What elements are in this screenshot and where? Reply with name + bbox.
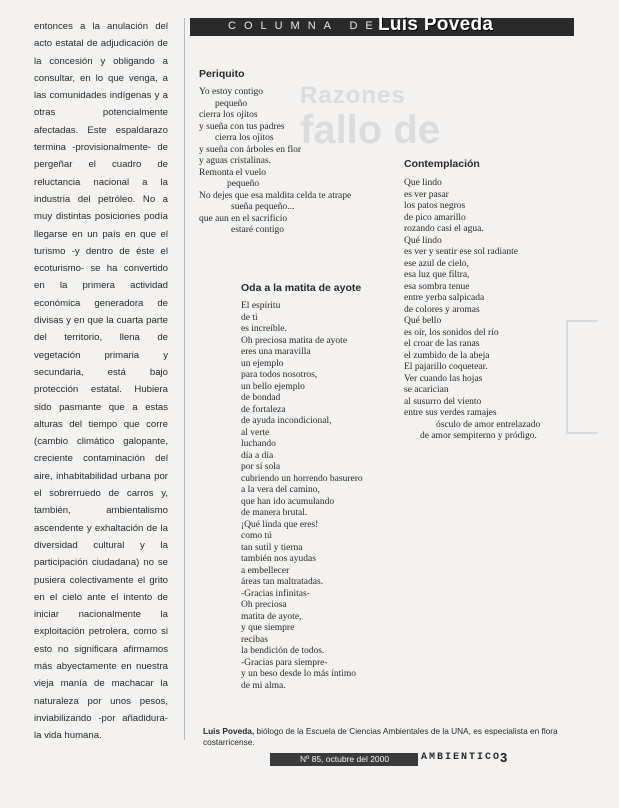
poem-line: por sí sola	[241, 462, 281, 472]
poem-line: matita de ayote,	[241, 611, 302, 622]
poem-line: -Gracias infinitas-	[241, 588, 310, 599]
poem-line: y aguas cristalinas.	[199, 156, 272, 166]
poem-line: tan sutil y tierna	[241, 542, 303, 553]
poem-line: a embellecer	[241, 565, 290, 576]
poem-line: pequeño	[227, 179, 260, 189]
poem-line: se acarician	[404, 385, 449, 395]
poem-line: el zumbido de la abeja	[404, 350, 490, 361]
poem-periquito	[199, 87, 351, 237]
author-credit-text: biólogo de la Escuela de Ciencias Ambientales de la UNA, es especialista en flora costarricense.	[203, 726, 558, 747]
poem-title-contemplacion: Contemplación	[404, 158, 480, 170]
poem-line: Oh preciosa matita de ayote	[241, 335, 348, 346]
poem-line: un bello ejemplo	[241, 381, 305, 392]
poem-line: que han ido acumulando	[241, 496, 335, 507]
poem-line: ese azul de cielo,	[404, 258, 469, 269]
poem-line: al susurro del viento	[404, 396, 482, 407]
poem-line: cierra los ojitos	[215, 133, 274, 143]
footer-issue: Nº 85, octubre del 2000	[300, 754, 390, 764]
poem-line: día a día	[241, 450, 274, 461]
poem-line: Oh preciosa	[241, 600, 287, 610]
poem-line: de amor sempiterno y pródigo.	[420, 431, 537, 441]
poem-line: ósculo de amor entrelazado	[436, 419, 541, 430]
poem-line: que aun en el sacrificio	[199, 213, 288, 224]
poem-line: entre yerba salpicada	[404, 293, 485, 303]
author-credit-name: Luis Poveda,	[203, 726, 255, 736]
footer-brand: AMBIENTICO	[421, 752, 502, 763]
poem-line: esa sombra tenue	[404, 281, 470, 292]
poem-line: Remonta el vuelo	[199, 167, 267, 178]
poem-line: como tú	[241, 531, 272, 541]
poem-line: y que siempre	[241, 623, 295, 633]
background-art-frame	[566, 320, 598, 434]
poem-line: eres una maravilla	[241, 347, 311, 357]
poem-line: para todos nosotros,	[241, 370, 318, 380]
poem-line: pequeño	[215, 98, 248, 109]
poem-line: estaré contigo	[231, 225, 285, 235]
poem-line: y sueña con árboles en flor	[199, 144, 302, 155]
poem-line: también nos ayudas	[241, 554, 316, 564]
poem-line: de colores y aromas	[404, 304, 480, 315]
poem-line: la bendición de todos.	[241, 646, 325, 656]
poem-line: No dejes que esa maldita celda te atrape	[199, 190, 352, 201]
poem-line: los patos negros	[404, 201, 466, 211]
poem-line: Qué bello	[404, 316, 442, 326]
poem-line: de bondad	[241, 393, 281, 403]
poem-line: de mi alma.	[241, 680, 286, 691]
poem-line: cubriendo un horrendo basurero	[241, 473, 363, 484]
page-number: 3	[500, 750, 508, 765]
poem-line: El espíritu	[241, 301, 281, 311]
poem-line: es increíble.	[241, 324, 287, 334]
poem-line: cierra los ojitos	[199, 110, 258, 120]
poem-line: al verte	[241, 427, 270, 438]
poem-line: El pajarillo coquetear.	[404, 362, 488, 372]
poem-line: Yo estoy contigo	[199, 87, 263, 97]
poem-oda	[241, 301, 363, 692]
poem-line: luchando	[241, 439, 276, 449]
poem-line: de pico amarillo	[404, 212, 466, 223]
poem-line: a la vera del camino,	[241, 485, 320, 495]
poem-line: el croar de las ranas	[404, 339, 480, 349]
poem-line: sueña pequeño...	[231, 202, 295, 212]
poem-title-oda: Oda a la matita de ayote	[241, 282, 362, 294]
left-column-text: entonces a la anulación del acto estatal de adjudicación de la concesión y obligando a consultar, en lo que venga, a las comunidades indígenas y a otras potencialmente afectadas. Este espaldarazo termina -provisionalmente- de pergeñar el cuadro de reluctancia nacional a la industria del petróleo. No a muy distintas posiciones podía llegarse en un país en que el turismo -y dentro de éste el ecoturismo- se ha convertido en la primera actividad económica generadora de divisas y en que la cuarta parte del territorio, llena de vegetación primaria y secundaria, está bajo protección estatal. Hubiera sido pasmante que a estas alturas del tiempo que corre (cambio climático galopante, creciente contaminación del aire, inhabitabilidad urbana por el sobrerruedo de carros y, también, ambientalismo ascendente y exhaltación de la diversidad cultural y la participación ciudadana) no se pusiera colectivamente el grito en el cielo ante el intento de iniciar nacionalmente la exploitación petrolera, como si esto no significara afirmamos más abyectamente en nuestra vieja manía de machacar la naturaleza por unos pesos, inviabilizando -por añadidura- la vida humana.	[34, 21, 168, 742]
poem-line: esa luz que filtra,	[404, 270, 470, 280]
poem-line: -Gracias para siempre-	[241, 657, 328, 668]
poem-line: de fortaleza	[241, 404, 286, 415]
poem-line: Qué lindo	[404, 235, 442, 246]
poem-contemplacion	[404, 178, 540, 443]
column-divider	[184, 18, 185, 740]
poem-line: recibas	[241, 634, 268, 645]
poem-line: de ti	[241, 312, 258, 323]
background-art-line-2: fallo de	[300, 108, 441, 152]
poem-line: rozando casi el agua.	[404, 224, 484, 234]
column-author: Luis Poveda	[378, 14, 494, 35]
poem-line: entre sus verdes ramajes	[404, 408, 497, 418]
poem-line: de manera brutal.	[241, 508, 308, 518]
poem-line: es ver pasar	[404, 189, 449, 200]
author-credit	[203, 726, 563, 747]
poem-line: es oír, los sonidos del río	[404, 327, 499, 338]
poem-line: de ayuda incondicional,	[241, 416, 332, 426]
poem-line: áreas tan maltratadas.	[241, 577, 324, 587]
column-kicker: COLUMNA DE	[228, 20, 381, 32]
poem-line: Que lindo	[404, 178, 442, 188]
poem-line: ¡Qué linda que eres!	[241, 519, 319, 530]
poem-line: un ejemplo	[241, 358, 284, 369]
background-art-line-1: Razones	[300, 82, 406, 109]
poem-line: es ver y sentir ese sol radiante	[404, 247, 518, 257]
poem-line: y un beso desde lo más íntimo	[241, 669, 357, 679]
poem-title-periquito: Periquito	[199, 68, 245, 80]
poem-line: y sueña con tus padres	[199, 121, 285, 132]
poem-line: Ver cuando las hojas	[404, 373, 483, 384]
